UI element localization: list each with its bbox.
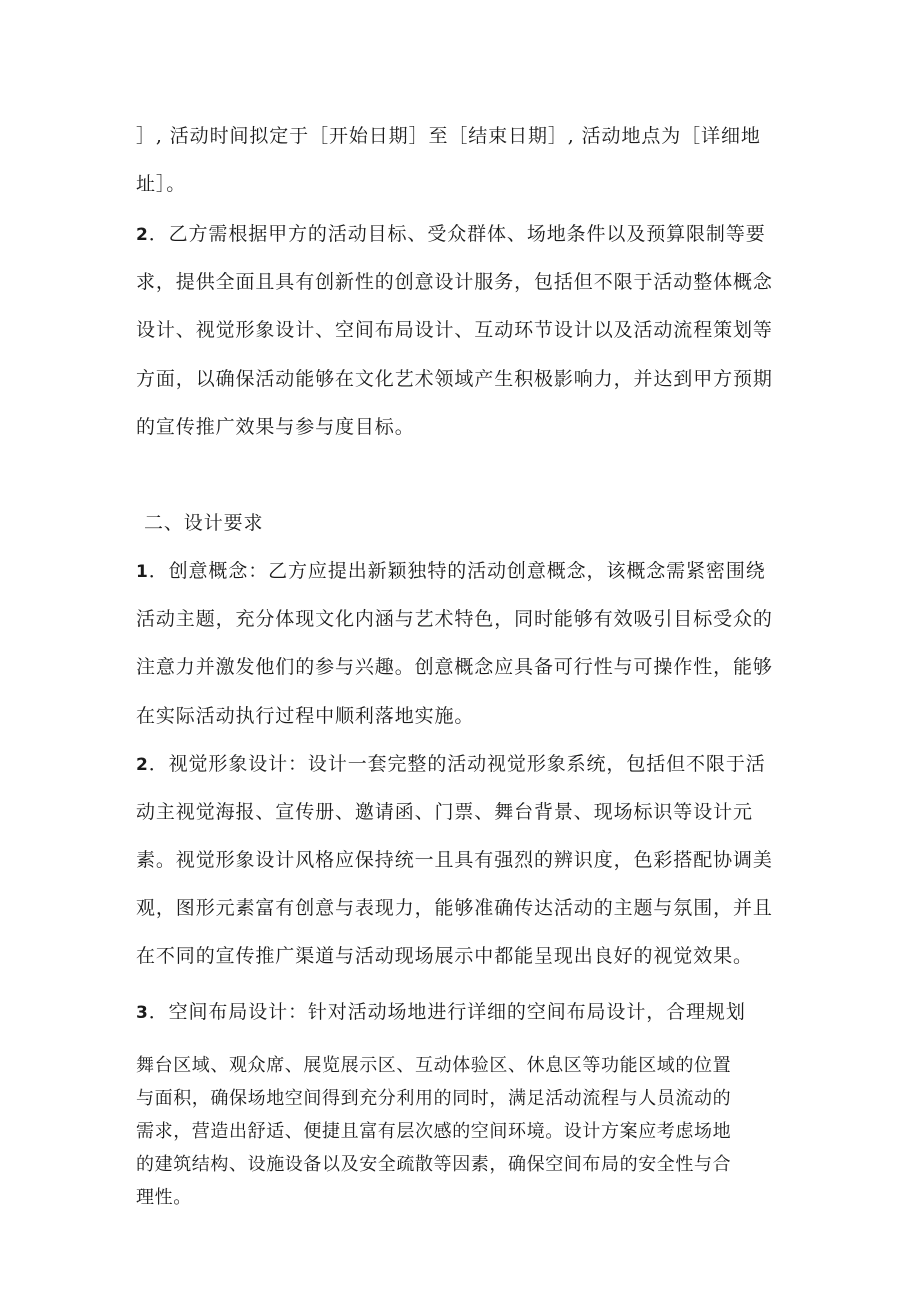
paragraph-line: 素。视觉形象设计风格应保持统一且具有强烈的辨识度，色彩搭配协调美	[136, 849, 773, 871]
paragraph-line: ］, 活动时间拟定于［开始日期］至［结束日期］, 活动地点为［详细地	[136, 125, 761, 147]
paragraph-line: 活动主题，充分体现文化内涵与艺术特色，同时能够有效吸引目标受众的	[136, 608, 773, 630]
paragraph-line: 在实际活动执行过程中顺利落地实施。	[136, 705, 475, 727]
paragraph-line: 与面积，确保场地空间得到充分利用的同时，满足活动流程与人员流动的	[136, 1088, 732, 1109]
item-number: 2	[136, 225, 149, 245]
paragraph-line: 址］。	[136, 173, 187, 195]
paragraph-line: 观，图形元素富有创意与表现力，能够准确传达活动的主题与氛围，并且	[136, 897, 773, 919]
paragraph-line: 设计、视觉形象设计、空间布局设计、互动环节设计以及活动流程策划等	[136, 319, 773, 341]
paragraph-line: 理性。	[136, 1187, 192, 1208]
paragraph-line: 求，提供全面且具有创新性的创意设计服务，包括但不限于活动整体概念	[136, 271, 773, 293]
list-item-3	[136, 997, 746, 1024]
item-number: 2	[136, 755, 149, 775]
paragraph-line: ．空间布局设计：针对活动场地进行详细的空间布局设计，合理规划	[148, 1001, 746, 1023]
paragraph-line: 动主视觉海报、宣传册、邀请函、门票、舞台背景、现场标识等设计元	[136, 801, 753, 823]
paragraph-line: 注意力并激发他们的参与兴趣。创意概念应具备可行性与可操作性，能够	[136, 656, 773, 678]
section-heading: 二、设计要求	[144, 512, 264, 534]
paragraph-line: 舞台区域、观众席、展览展示区、互动体验区、休息区等功能区域的位置	[136, 1055, 732, 1076]
list-item-2	[136, 749, 766, 776]
item-number: 1	[136, 562, 149, 582]
paragraph-line: ．乙方需根据甲方的活动目标、受众群体、场地条件以及预算限制等要	[148, 223, 766, 245]
paragraph-line: 在不同的宣传推广渠道与活动现场展示中都能呈现出良好的视觉效果。	[136, 945, 753, 967]
paragraph-line: ．创意概念：乙方应提出新颖独特的活动创意概念，该概念需紧密围绕	[148, 560, 766, 582]
paragraph-line: 的宣传推广效果与参与度目标。	[136, 416, 415, 438]
paragraph-line: ．视觉形象设计：设计一套完整的活动视觉形象系统，包括但不限于活	[148, 753, 766, 775]
paragraph-line: 方面，以确保活动能够在文化艺术领域产生积极影响力，并达到甲方预期	[136, 368, 773, 390]
list-item-2	[136, 219, 766, 246]
list-item-1	[136, 556, 766, 583]
paragraph-line: 需求，营造出舒适、便捷且富有层次感的空间环境。设计方案应考虑场地	[136, 1121, 732, 1142]
item-number: 3	[136, 1003, 149, 1023]
paragraph-line: 的建筑结构、设施设备以及安全疏散等因素，确保空间布局的安全性与合	[136, 1154, 732, 1175]
